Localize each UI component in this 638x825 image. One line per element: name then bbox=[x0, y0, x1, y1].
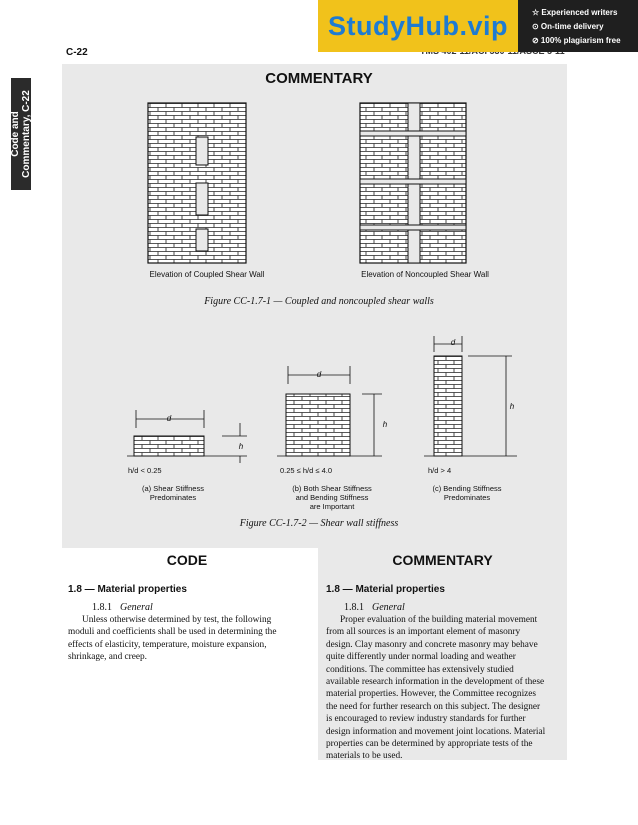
ad-feature-3: ⊘ 100% plagiarism free bbox=[532, 36, 621, 45]
commentary-line: materials to be used. bbox=[326, 751, 403, 762]
code-line: moduli and coefficients shall be used in determining the bbox=[68, 627, 277, 638]
dim-h-b: h bbox=[382, 420, 388, 429]
code-section-title: 1.8 — Material properties bbox=[68, 584, 187, 595]
desc-b-line1: (b) Both Shear Stiffness bbox=[292, 484, 372, 493]
ratio-b: 0.25 ≤ h/d ≤ 4.0 bbox=[280, 466, 333, 475]
commentary-subsection bbox=[344, 602, 405, 613]
commentary-section-title: 1.8 — Material properties bbox=[326, 584, 445, 595]
code-subsection bbox=[92, 602, 153, 613]
commentary-line: design information and movement joint locations. Material bbox=[326, 726, 546, 737]
desc-c-line1: (c) Bending Stiffness bbox=[432, 484, 502, 493]
ad-feature-2: ⊙ On-time delivery bbox=[532, 22, 604, 31]
code-body bbox=[68, 614, 308, 664]
commentary-column-heading: COMMENTARY bbox=[392, 552, 493, 568]
commentary-line: design. Clay masonry and concrete masonry may behave bbox=[326, 639, 538, 650]
commentary-subsection-number: 1.8.1 bbox=[344, 602, 364, 613]
ratio-c: h/d > 4 bbox=[428, 466, 452, 475]
commentary-line: material properties. However, the Committee recognizes bbox=[326, 689, 537, 700]
figure-2-caption: Figure CC-1.7-2 — Shear wall stiffness bbox=[239, 518, 399, 529]
commentary-line: Proper evaluation of the building material movement bbox=[340, 615, 538, 625]
commentary-subsection-title: General bbox=[372, 602, 405, 613]
dim-d-b: d bbox=[316, 370, 322, 379]
chapter-side-tab bbox=[11, 78, 31, 190]
ad-feature-1: ☆ Experienced writers bbox=[532, 8, 618, 17]
desc-a-line2: Predominates bbox=[149, 493, 197, 502]
code-column-heading: CODE bbox=[166, 552, 208, 568]
dim-h-a: h bbox=[238, 442, 244, 451]
commentary-line: properties can be determined by appropriate tests of the bbox=[326, 739, 533, 750]
page-number: C-22 bbox=[66, 47, 88, 58]
commentary-line: conditions. The committee has extensively studied bbox=[326, 664, 514, 675]
dim-d-c: d bbox=[450, 338, 456, 347]
ratio-a: h/d < 0.25 bbox=[128, 466, 162, 475]
noncoupled-wall-label: Elevation of Noncoupled Shear Wall bbox=[361, 270, 489, 279]
noncoupled-wall-drawing bbox=[360, 103, 466, 263]
code-subsection-title: General bbox=[120, 602, 153, 613]
dim-d-a: d bbox=[166, 414, 172, 423]
desc-c-line2: Predominates bbox=[443, 493, 491, 502]
commentary-line: available research information in the development of these bbox=[326, 677, 545, 688]
desc-b-line2: and Bending Stiffness bbox=[295, 493, 369, 502]
coupled-noncoupled-walls-figure bbox=[62, 95, 567, 295]
commentary-line: the need for further research on this subject. The designer bbox=[326, 701, 541, 712]
coupled-wall-label: Elevation of Coupled Shear Wall bbox=[149, 270, 265, 279]
desc-b-line3: are Important bbox=[309, 502, 355, 511]
commentary-body bbox=[326, 614, 562, 763]
ad-brand-logo[interactable]: StudyHub.vip bbox=[318, 0, 518, 52]
code-line: effects of elasticity, temperature, moisture expansion, bbox=[68, 639, 267, 650]
code-subsection-number: 1.8.1 bbox=[92, 602, 112, 613]
code-line: Unless otherwise determined by test, the following bbox=[82, 615, 272, 625]
dim-h-c: h bbox=[509, 402, 515, 411]
commentary-line: quite differently under normal loading and weather bbox=[326, 652, 516, 663]
commentary-figures-heading: COMMENTARY bbox=[265, 70, 373, 87]
shear-wall-stiffness-figure bbox=[62, 328, 567, 463]
coupled-wall-drawing bbox=[148, 103, 246, 263]
figure-1-caption: Figure CC-1.7-1 — Coupled and noncoupled shear walls bbox=[204, 296, 434, 307]
code-line: shrinkage, and creep. bbox=[68, 652, 147, 663]
commentary-line: is encouraged to review industry standards for further bbox=[326, 714, 526, 725]
chapter-side-tab-label: Code and Commentary, C-22 bbox=[10, 90, 32, 178]
commentary-line: from all sources is an important element of masonry bbox=[326, 627, 521, 638]
desc-a-line1: (a) Shear Stiffness bbox=[142, 484, 204, 493]
